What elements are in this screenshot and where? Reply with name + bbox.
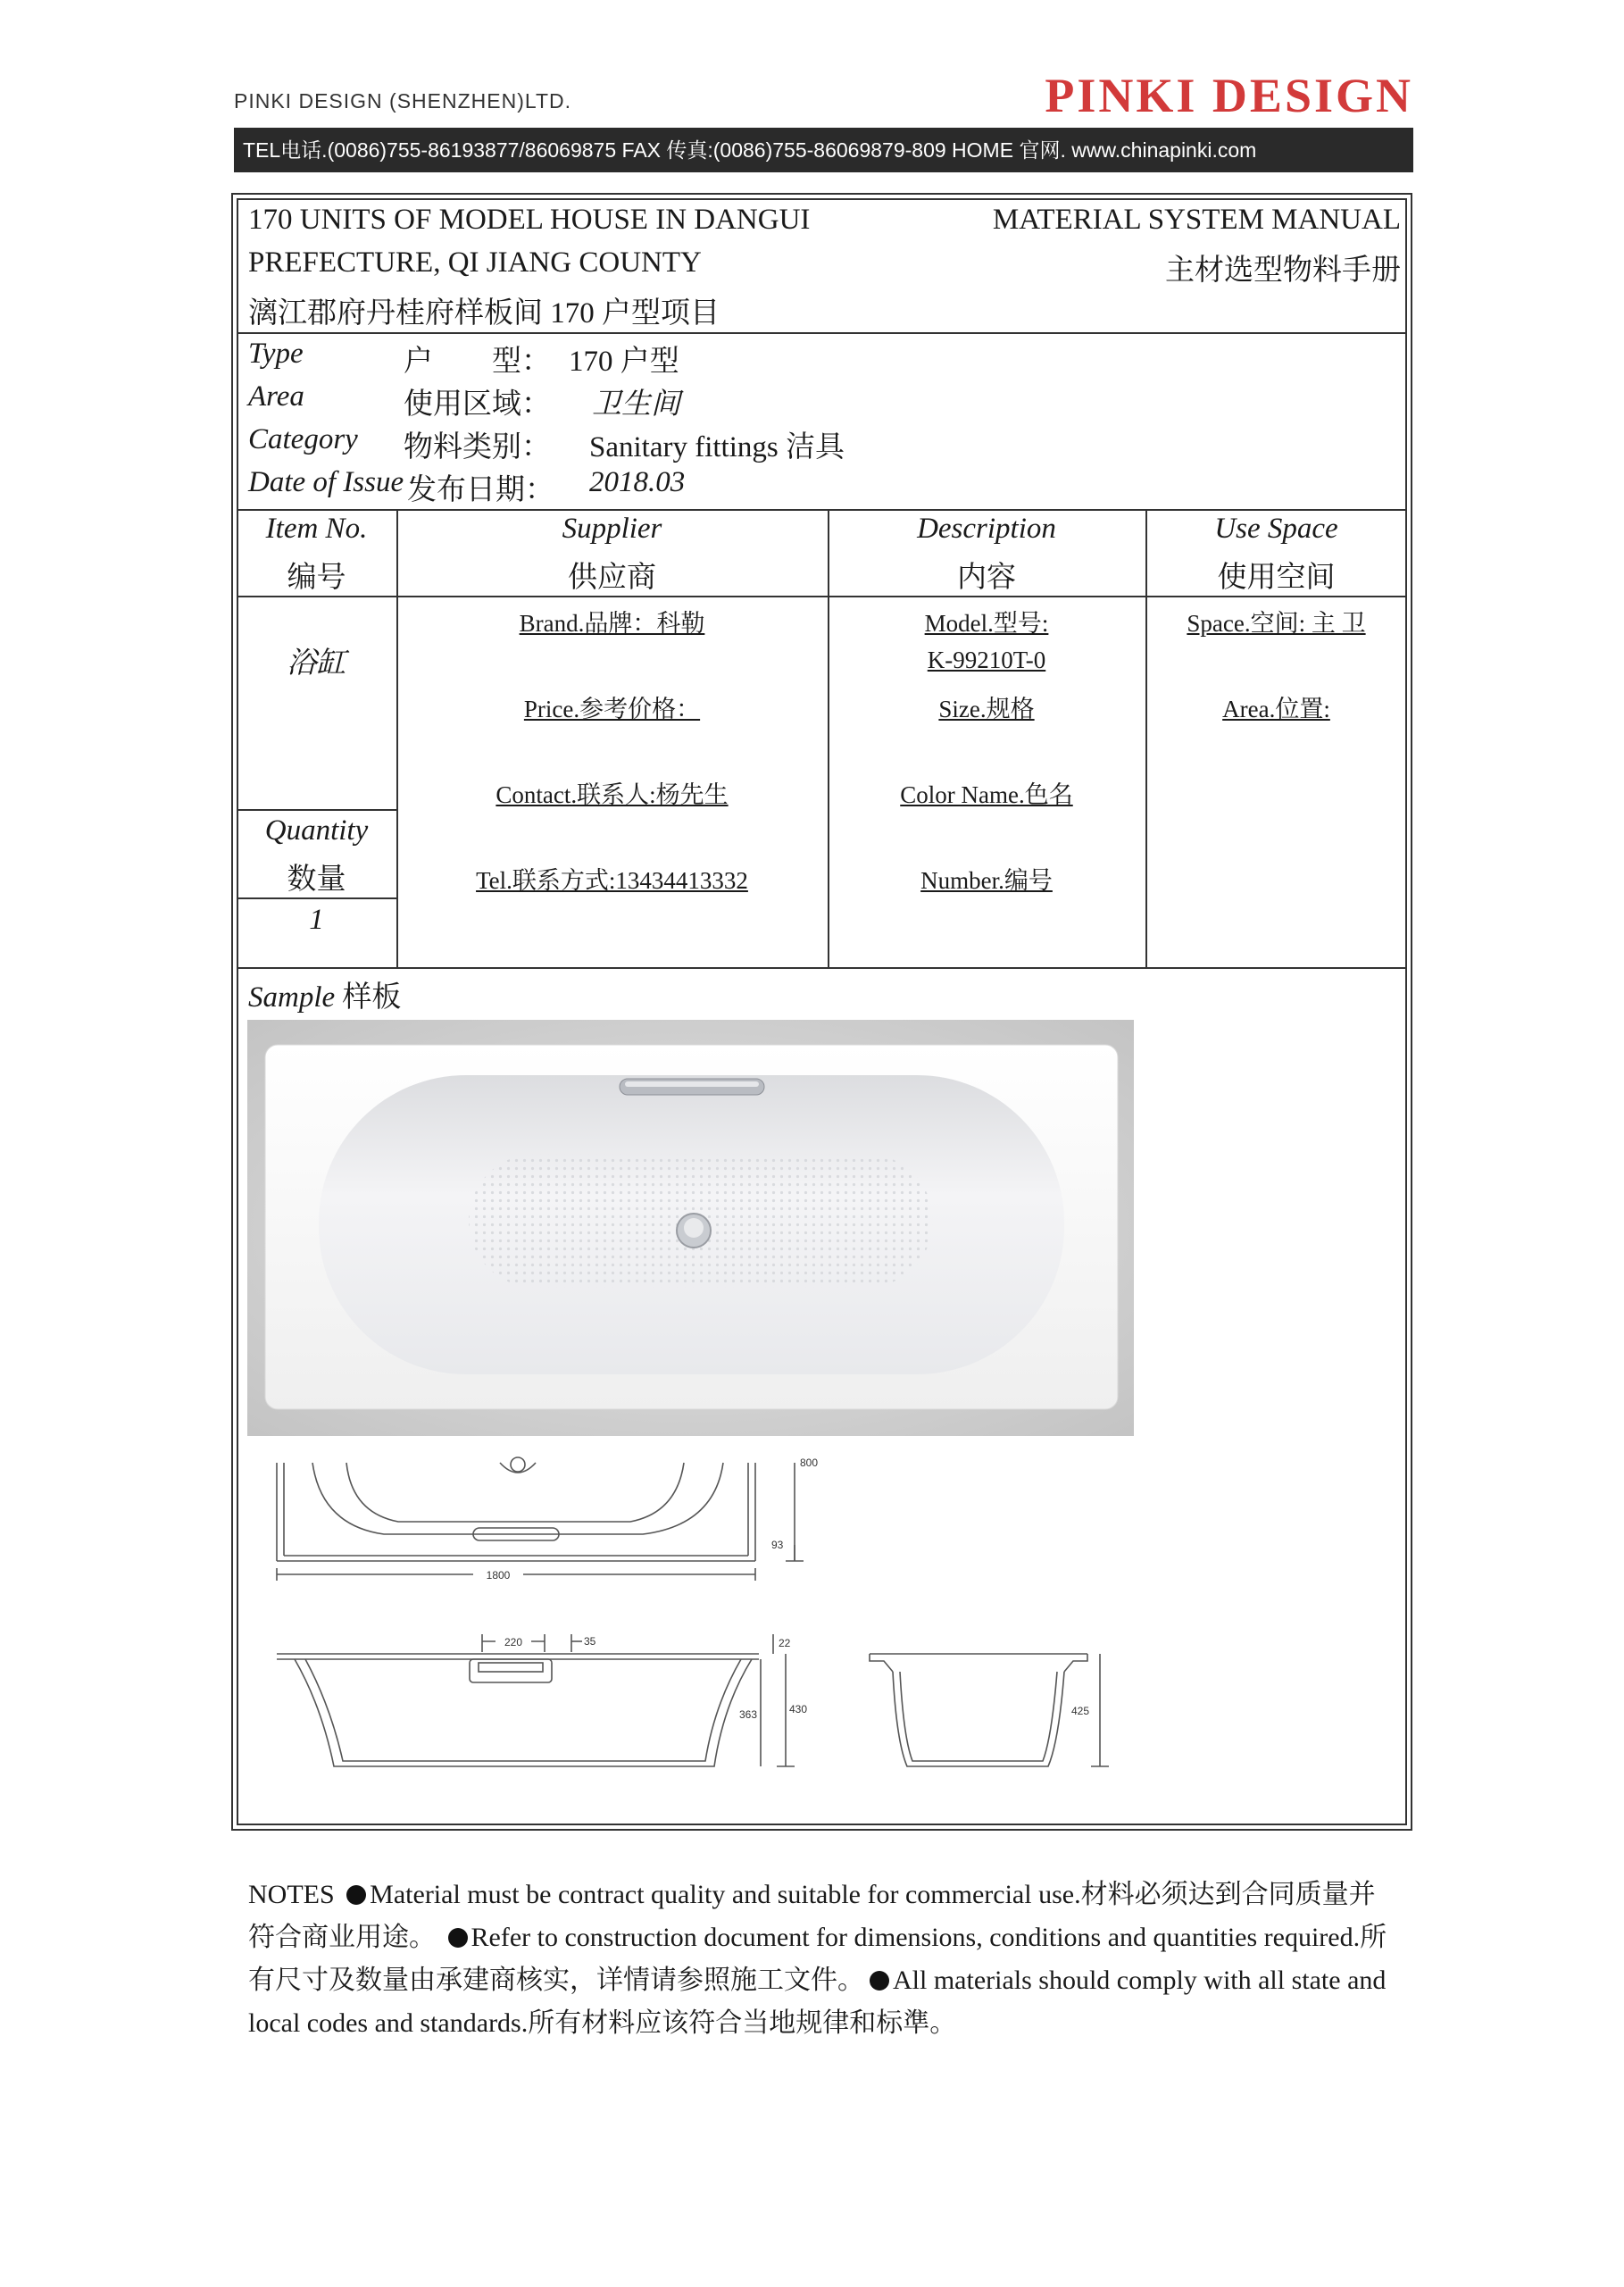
dim-35: 35 [584,1635,596,1648]
sample-label-en: Sample [248,981,336,1014]
bathtub-photo [247,1020,1134,1436]
item-name: 浴缸 [287,647,346,680]
header-description-en: Description [917,513,1056,545]
manual-title-cn: 主材选型物料手册 [1165,255,1401,287]
notes-label: NOTES [248,1880,335,1909]
table-row-line [237,897,396,899]
project-title-en-2: PREFECTURE, QI JIANG COUNTY [248,246,702,279]
sample-label [248,973,401,1015]
header-item-en: Item No. [265,513,368,545]
header-space-en: Use Space [1214,513,1338,545]
date-label-en: Date of Issue [248,466,404,498]
note-1: Material must be contract quality and suitable for commercial use.材料必须达到合同质量并符合商业用途。 [248,1880,1376,1952]
category-label-en: Category [248,423,358,455]
bathtub-end-drawing [857,1607,1125,1786]
area-label-en: Area [248,380,304,413]
dim-800: 800 [800,1457,819,1469]
desc-color: Color Name.色名 [900,781,1073,808]
manual-title-en: MATERIAL SYSTEM MANUAL [992,204,1401,236]
brand-logo-text: PINKI DESIGN [1045,69,1413,122]
dim-220: 220 [504,1636,523,1648]
sample-label-cn: 样板 [342,981,402,1014]
area-value: 卫生间 [592,388,680,421]
header-description-cn: 内容 [957,562,1016,594]
note-2: Refer to construction document for dimensions, conditions and quantities required.所有尺寸及数量由承建商核实，详情请参照施工文件。 [248,1923,1387,1995]
header-space-cn: 使用空间 [1217,562,1336,594]
type-label-cn: 户 型： [404,346,551,378]
bathtub-side-drawing [259,1607,830,1786]
desc-model-label: Model.型号: [924,610,1049,637]
project-title-en-1: 170 UNITS OF MODEL HOUSE IN DANGUI [248,204,811,236]
desc-model-number: K-99210T-0 [927,647,1046,673]
date-value: 2018.03 [589,466,686,498]
company-name: PINKI DESIGN (SHENZHEN)LTD. [234,89,571,113]
type-value: 170 户型 [569,346,679,378]
supplier-brand: Brand.品牌：科勒 [519,610,705,637]
use-space-value: Space.空间: 主 卫 [1187,610,1366,637]
contact-bar: TEL电话.(0086)755-86193877/86069875 FAX 传真:(0086)755-86069879-809 HOME 官网. www.chinapinki.com [234,128,1413,172]
use-area-value: Area.位置: [1222,696,1330,722]
dim-93: 93 [771,1539,784,1551]
dim-425: 425 [1071,1705,1090,1717]
desc-number: Number.编号 [920,867,1053,894]
supplier-contact: Contact.联系人:杨先生 [496,781,729,808]
table-header-line [237,596,1407,597]
date-label-cn: 发布日期： [407,474,554,506]
area-label-cn: 使用区域： [404,388,551,421]
supplier-tel: Tel.联系方式:13434413332 [476,867,748,894]
type-label-en: Type [248,338,304,370]
bullet-icon [870,1971,889,1991]
divider [237,509,1407,511]
category-value: Sanitary fittings 洁具 [589,431,845,463]
quantity-label-cn: 数量 [287,864,346,896]
desc-size: Size.规格 [938,696,1035,722]
dim-22: 22 [779,1637,791,1649]
category-label-cn: 物料类别： [404,431,551,463]
bullet-icon [448,1928,468,1948]
project-title-cn: 漓江郡府丹桂府样板间 170 户型项目 [248,297,720,330]
note-3: All materials should comply with all state and local codes and standards.所有材料应该符合当地规律和标準。 [248,1966,1387,2038]
header-supplier-cn: 供应商 [568,562,656,594]
dim-430: 430 [789,1703,808,1715]
quantity-value: 1 [309,904,324,936]
header-supplier-en: Supplier [562,513,662,545]
supplier-price: Price.参考价格： [523,696,701,722]
header-item-cn: 编号 [287,562,346,594]
quantity-label-en: Quantity [264,814,369,847]
table-bottom-line [237,967,1407,969]
dim-1800: 1800 [486,1569,511,1582]
table-row-line [237,809,396,811]
bathtub-plan-drawing [259,1445,830,1588]
notes-section [248,1874,1400,2045]
divider [237,332,1407,334]
bathtub-photo-icon [247,1020,1134,1436]
dim-363: 363 [739,1708,758,1721]
bullet-icon [346,1885,366,1905]
